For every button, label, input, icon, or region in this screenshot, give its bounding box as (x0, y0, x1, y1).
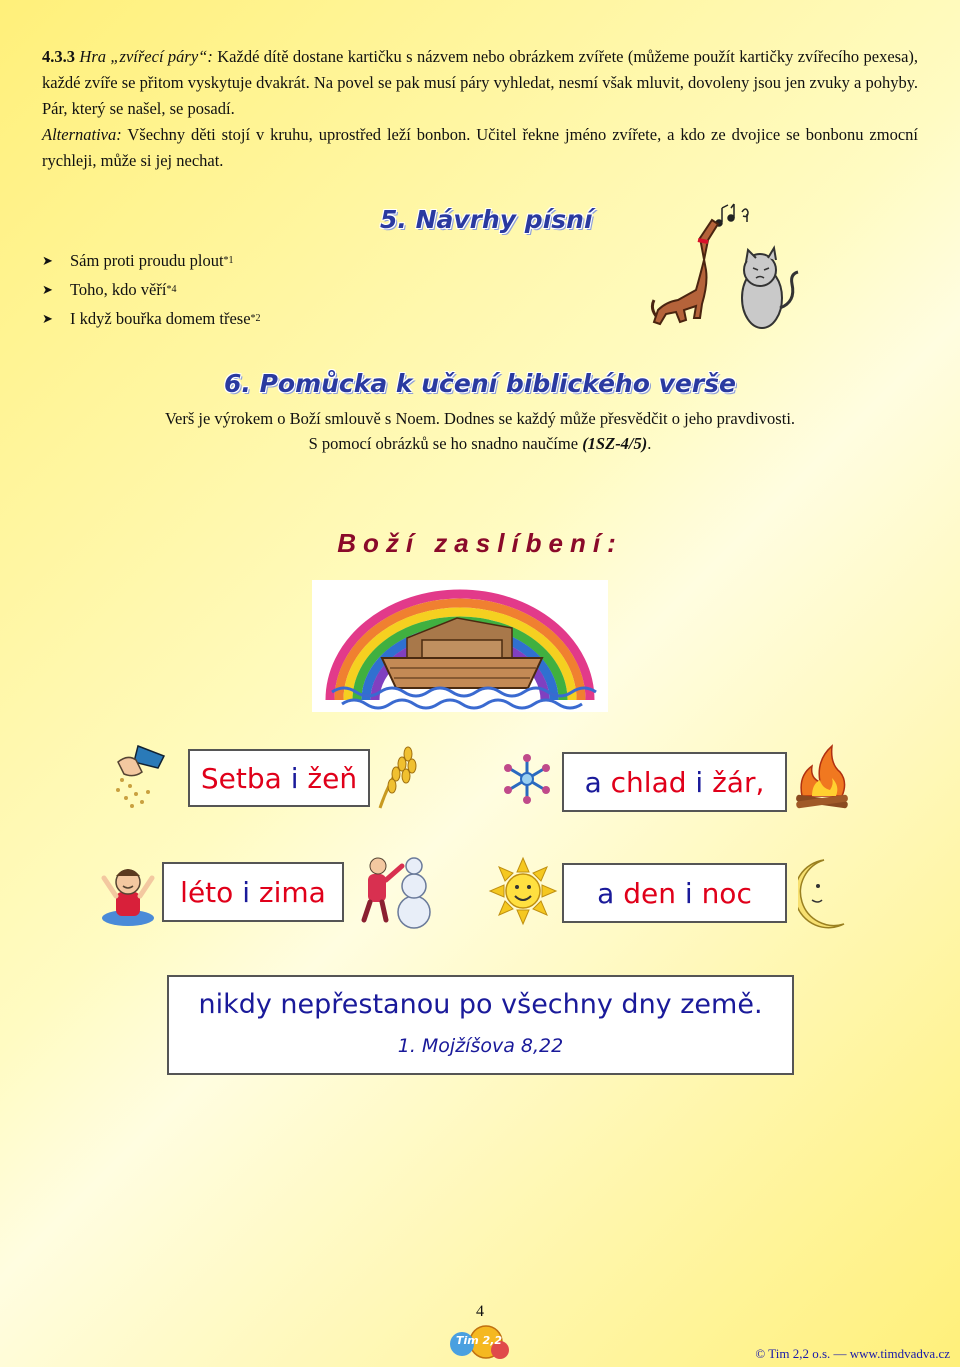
verse-aid-line2: S pomocí obrázků se ho snadno naučíme (1SZ-4/5). (308, 434, 652, 453)
wheat-icon (372, 744, 420, 810)
campfire-icon (792, 740, 852, 812)
game-number: 4.3.3 (42, 47, 75, 66)
snowflake-icon (500, 752, 554, 806)
sowing-hand-icon (108, 742, 172, 812)
promise-title: Boží zaslíbení: (337, 528, 623, 558)
alternative-text: Všechny děti stojí v kruhu, uprostřed leží bonbon. Učitel řekne jméno zvířete, a kdo ze dvojice se bonbonu zmocní rychleji, může si jej nechat. (42, 125, 918, 170)
song-list (42, 246, 261, 333)
game-text: Každé dítě dostane kartičku s názvem nebo obrázkem zvířete (můžeme použít kartičky zvířecího pexesa), každé zvíře se přitom vyskytuje dvakrát. Na povel se pak musí páry vyhledat, nesmí však mluvit, dovoleny jsou jen zvuky a pohyby. Pár, který se našel, se posadí. (42, 47, 919, 118)
rainbow-ark-illustration (312, 580, 608, 712)
verse-box (167, 975, 794, 1075)
tim22-logo (446, 1322, 512, 1362)
verse-text: nikdy nepřestanou po všechny dny země. (198, 989, 763, 1020)
game-paragraph (42, 44, 918, 122)
verse-aid-line1: Verš je výrokem o Boží smlouvě s Noem. Dodnes se každý může přesvědčit o jeho pravdivosti. (164, 409, 796, 428)
snowman-child-icon (356, 854, 438, 930)
alternative-paragraph (42, 122, 918, 174)
verse-aid-heading: 6. Pomůcka k učení biblického verše (223, 369, 737, 398)
song-item: ➤ Toho, kdo věří *4 (42, 279, 177, 299)
singing-dog-cat-illustration (650, 198, 800, 343)
card-chlad-zar: a chlad i žár, (562, 752, 787, 812)
moon-icon (798, 858, 850, 930)
game-title: Hra „zvířecí páry“: (79, 47, 213, 66)
logo-text: Tim 2,2 (455, 1334, 503, 1347)
swimming-child-icon (100, 862, 156, 928)
verse-reference: 1. Mojžíšova 8,22 (397, 1035, 564, 1057)
alternative-label: Alternativa: (42, 125, 122, 144)
footer-copyright[interactable]: © Tim 2,2 o.s. — www.timdvadva.cz (755, 1346, 950, 1361)
page-number: 4 (476, 1303, 484, 1320)
sun-icon (488, 856, 558, 926)
card-den-noc: a den i noc (562, 863, 787, 923)
card-setba-zen: Setba i žeň (188, 749, 370, 807)
card-leto-zima: léto i zima (162, 862, 344, 922)
song-item: ➤ I když bouřka domem třese *2 (42, 308, 261, 328)
songs-heading: 5. Návrhy písní (380, 205, 593, 234)
song-item: ➤ Sám proti proudu plout *1 (42, 250, 234, 270)
